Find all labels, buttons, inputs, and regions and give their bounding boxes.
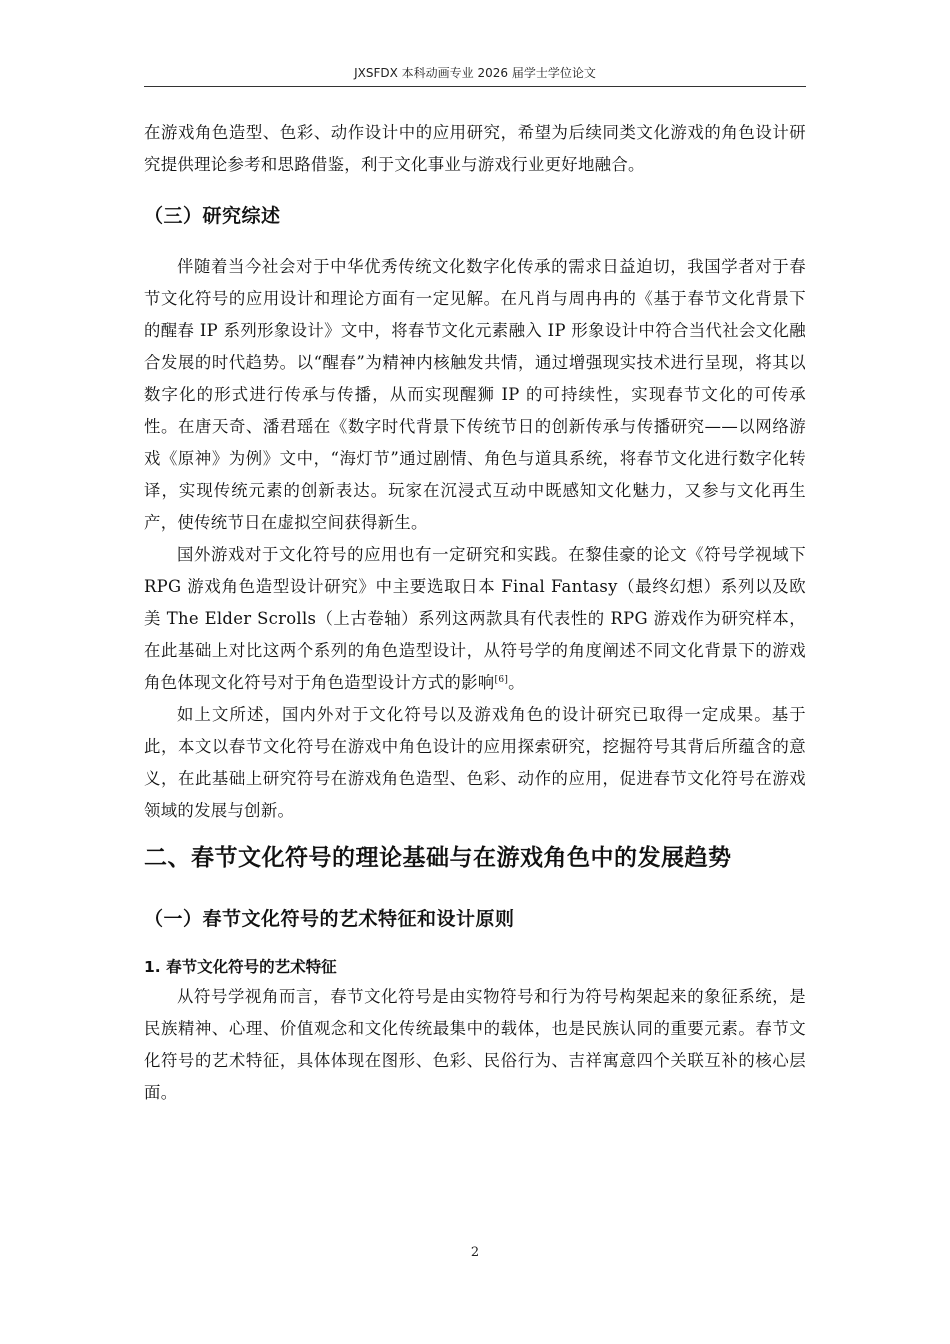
header-divider [144, 86, 806, 87]
review-paragraph-summary: 如上文所述，国内外对于文化符号以及游戏角色的设计研究已取得一定成果。基于此，本文以春节文化符号在游戏中角色设计的应用探索研究，挖掘符号其背后所蕴含的意义，在此基础上研究符号在游戏角色造型、色彩、动作的应用，促进春节文化符号在游戏领域的发展与创新。 [144, 705, 806, 820]
chapter-title: 二、春节文化符号的理论基础与在游戏角色中的发展趋势 [144, 845, 732, 871]
page-number: 2 [470, 1245, 480, 1260]
intro-paragraph: 在游戏角色造型、色彩、动作设计中的应用研究，希望为后续同类文化游戏的角色设计研究提供理论参考和思路借鉴，利于文化事业与游戏行业更好地融合。 [144, 123, 806, 174]
running-header: JXSFDX 本科动画专业 2026 届学士学位论文 [354, 66, 596, 80]
review-paragraph-foreign-end: 。 [508, 673, 525, 692]
section-title-research-review: （三）研究综述 [144, 205, 281, 227]
section-title-art-features-principles: （一）春节文化符号的艺术特征和设计原则 [144, 908, 515, 930]
art-features-paragraph: 从符号学视角而言，春节文化符号是由实物符号和行为符号构架起来的象征系统，是民族精神、心理、价值观念和文化传统最集中的载体，也是民族认同的重要元素。春节文化符号的艺术特征，具体体现在图形、色彩、民俗行为、吉祥寓意四个关联互补的核心层面。 [144, 987, 806, 1102]
review-paragraph-foreign [144, 539, 806, 699]
review-paragraph-domestic: 伴随着当今社会对于中华优秀传统文化数字化传承的需求日益迫切，我国学者对于春节文化符号的应用设计和理论方面有一定见解。在凡肖与周冉冉的《基于春节文化背景下的醒春 IP 系列形象设计》文中，将春节文化元素融入 IP 形象设计中符合当代社会文化融合发展的时代趋势。以“醒春”为精神内核触发共情，通过增强现实技术进行呈现，将其以数字化的形式进行传承与传播，从而实现醒狮 IP 的可持续性，实现春节文化的可传承性。在唐天奇、潘君瑶在《数字时代背景下传统节日的创新传承与传播研究——以网络游戏《原神》为例》文中，“海灯节”通过剧情、角色与道具系统，将春节文化进行数字化转译，实现传统元素的创新表达。玩家在沉浸式互动中既感知文化魅力，又参与文化再生产，使传统节日在虚拟空间获得新生。 [144, 257, 806, 532]
citation-marker: [6] [494, 675, 509, 685]
review-paragraph-foreign-text: 国外游戏对于文化符号的应用也有一定研究和实践。在黎佳豪的论文《符号学视域下 RPG 游戏角色造型设计研究》中主要选取日本 Final Fantasy（最终幻想）系列以及欧美 The Elder Scrolls（上古卷轴）系列这两款具有代表性的 RPG 游戏作为研究样本，在此基础上对比这两个系列的角色造型设计，从符号学的角度阐述不同文化背景下的游戏角色体现文化符号对于角色造型设计方式的影响 [144, 545, 806, 692]
page-body [144, 117, 806, 1109]
subsection-title-art-features: 1. 春节文化符号的艺术特征 [144, 958, 337, 976]
